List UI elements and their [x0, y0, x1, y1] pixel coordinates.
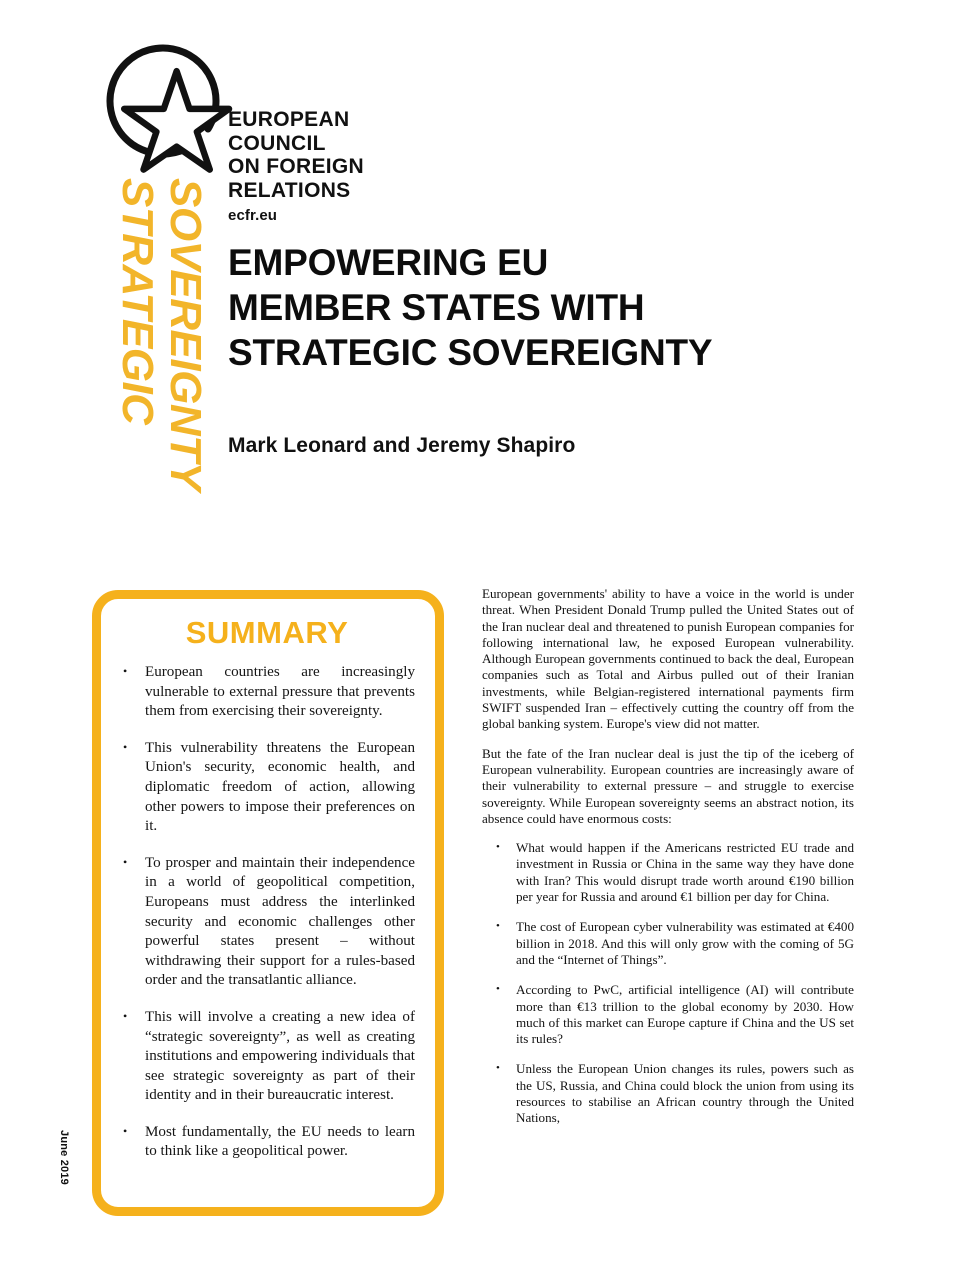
- ecfr-url[interactable]: ecfr.eu: [228, 207, 278, 224]
- list-item: • European countries are increasingly vulnerable to external pressure that prevents them from exercising their sovereignty.: [119, 663, 415, 722]
- body-paragraph: European governments' ability to have a voice in the world is under threat. When President Donald Trump pulled the United States out of the Iran nuclear deal and threatened to punish European companies for following international law, he exposed European vulnerability. Although European governments continued to back the deal, European companies such as Total and Airbus pulled out of their Iranian investments, while Belgian-registered international payments firm SWIFT suspended Iran – effectively cutting the country off from the global banking system. Europe's view did not matter.: [482, 586, 854, 732]
- summary-heading: SUMMARY: [185, 615, 349, 650]
- title-line-2: MEMBER STATES WITH: [228, 287, 645, 328]
- summary-box: [92, 590, 444, 1216]
- list-item: • This vulnerability threatens the European Union's security, economic health, and diplomatic freedom of action, allowing other powers to impose their preferences on it.: [119, 739, 415, 837]
- summary-bullet-list: [119, 663, 415, 1162]
- list-item: • What would happen if the Americans restricted EU trade and investment in Russia or China in the same way they have done with Iran? This would disrupt trade worth around €190 billion per year for Russia and around €1 billion per day for China.: [482, 840, 854, 905]
- series-title-line-1: STRATEGIC: [113, 178, 162, 425]
- series-title-line-2: SOVEREIGNTY: [161, 178, 210, 491]
- list-item: • According to PwC, artificial intelligence (AI) will contribute more than €13 trillion to the global economy by 2030. How much of this market can Europe capture if China and the US set its rules?: [482, 982, 854, 1047]
- publication-date-rail: [52, 1130, 78, 1220]
- body-paragraph: But the fate of the Iran nuclear deal is just the tip of the iceberg of European vulnerability. European countries are increasingly aware of their vulnerability to external pressure – and struggle to exercise sovereignty. While European sovereignty seems an abstract notion, its absence could have enormous costs:: [482, 745, 854, 826]
- main-text-column: [482, 586, 854, 1141]
- list-item: • The cost of European cyber vulnerability was estimated at €400 billion in 2018. And this will only grow with the coming of 5G and the “Internet of Things”.: [482, 919, 854, 968]
- document-header: [0, 0, 960, 560]
- ecfr-wordmark: [228, 108, 364, 226]
- wordmark-line-1: EUROPEAN: [228, 108, 350, 131]
- body-bullet-list: [482, 840, 854, 1126]
- list-item: • To prosper and maintain their independence in a world of geopolitical competition, Europeans must address the interlinked security and economic challenges other powerful states present – without withdrawing their support for a rules-based order and the transatlantic alliance.: [119, 854, 415, 991]
- list-item: • Unless the European Union changes its rules, powers such as the US, Russia, and China could block the union from using its resources to stabilise an African country through the United Nations,: [482, 1061, 854, 1126]
- title-line-3: STRATEGIC SOVEREIGNTY: [228, 332, 713, 373]
- series-title-vertical: [113, 178, 209, 550]
- wordmark-line-2: COUNCIL: [228, 131, 326, 155]
- page-title: [228, 240, 788, 375]
- authors-byline: Mark Leonard and Jeremy Shapiro: [228, 434, 576, 457]
- wordmark-line-3: ON FOREIGN: [228, 155, 365, 178]
- ecfr-circle-star-logo: [96, 33, 238, 175]
- list-item: • Most fundamentally, the EU needs to learn to think like a geopolitical power.: [119, 1123, 415, 1162]
- publication-date: June 2019: [58, 1130, 70, 1186]
- list-item: • This will involve a creating a new idea of “strategic sovereignty”, as well as creating institutions and empowering individuals that see strategic sovereignty as part of their identity and in their bureaucratic interest.: [119, 1008, 415, 1106]
- wordmark-line-4: RELATIONS: [228, 178, 351, 202]
- title-line-1: EMPOWERING EU: [228, 242, 549, 283]
